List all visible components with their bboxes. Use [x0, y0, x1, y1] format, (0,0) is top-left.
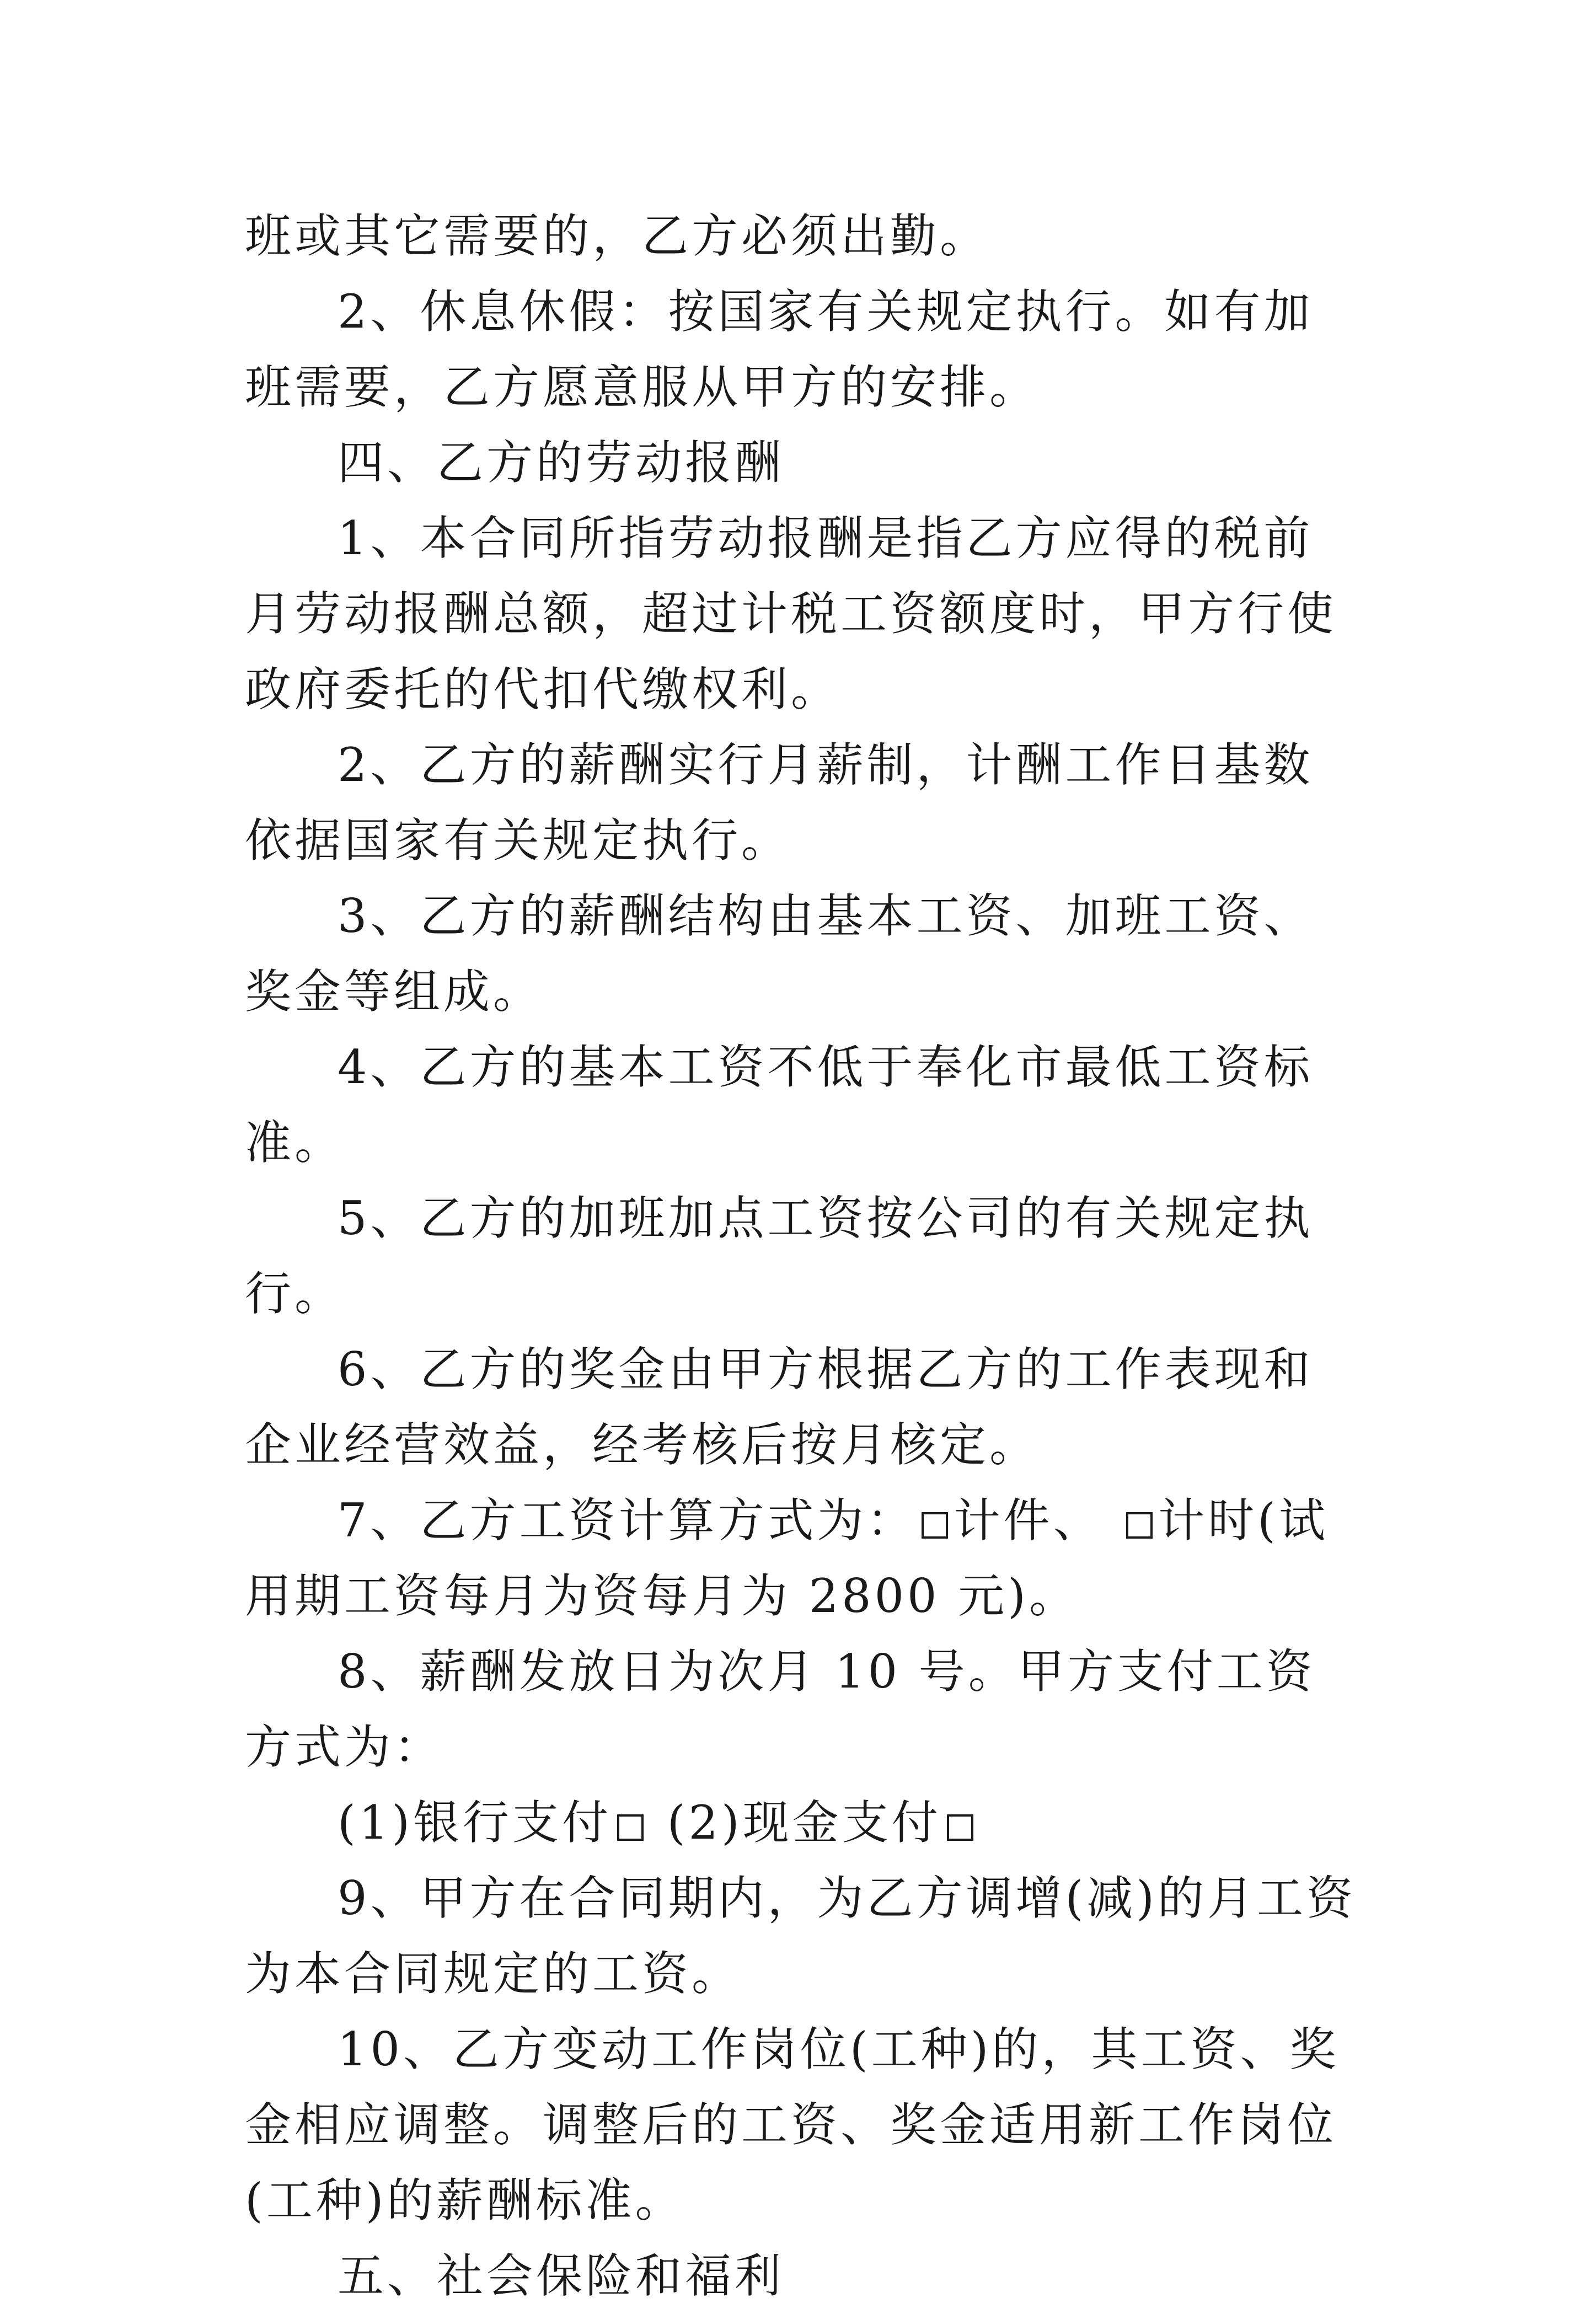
checkbox-bank-payment[interactable]: [617, 1814, 644, 1841]
paragraph-rest-leave: 2、休息休假：按国家有关规定执行。如有加班需要，乙方愿意服从甲方的安排。: [245, 285, 1314, 414]
paragraph-item-1: 1、本合同所指劳动报酬是指乙方应得的税前月劳动报酬总额，超过计税工资额度时，甲方行使政府委托的代扣代缴权利。: [245, 511, 1337, 716]
paragraph-item-3: 3、乙方的薪酬结构由基本工资、加班工资、奖金等组成。: [245, 889, 1314, 1019]
paragraph-item-6: 6、乙方的奖金由甲方根据乙方的工作表现和企业经营效益，经考核后按月核定。: [245, 1342, 1314, 1472]
paragraph-item-9: 9、甲方在合同期内，为乙方调增(减)的月工资为本合同规定的工资。: [245, 1871, 1356, 2001]
checkbox-piecework[interactable]: [922, 1512, 948, 1539]
section-heading-social-insurance: 五、社会保险和福利: [338, 2249, 785, 2303]
paragraph-item-2: 2、乙方的薪酬实行月薪制，计酬工作日基数依据国家有关规定执行。: [245, 738, 1314, 867]
paragraph-item-10: 10、乙方变动工作岗位(工种)的，其工资、奖金相应调整。调整后的工资、奖金适用新工作岗位(工种)的薪酬标准。: [245, 2022, 1340, 2227]
section-heading-remuneration: 四、乙方的劳动报酬: [338, 436, 785, 490]
item-7-option-1: 计件、: [954, 1493, 1103, 1547]
paragraph-item-4: 4、乙方的基本工资不低于奉化市最低工资标准。: [245, 1040, 1314, 1170]
item-7-prefix: 7、乙方工资计算方式为：: [338, 1493, 917, 1547]
payment-option-bank-label: (1)银行支付: [338, 1796, 612, 1850]
paragraph-item-8: 8、薪酬发放日为次月 10 号。甲方支付工资方式为：: [245, 1645, 1316, 1774]
document-body: [245, 199, 1359, 2314]
payment-option-cash-label: (2)现金支付: [667, 1796, 941, 1850]
paragraph-item-5: 5、乙方的加班加点工资按公司的有关规定执行。: [245, 1191, 1314, 1321]
paragraph-continuation: 班或其它需要的，乙方必须出勤。: [245, 209, 990, 263]
item-7-option-2: 计时(试用期工资每月为资每月为 2800 元)。: [245, 1493, 1329, 1623]
checkbox-hourly[interactable]: [1126, 1512, 1153, 1539]
checkbox-cash-payment[interactable]: [947, 1814, 973, 1841]
paragraph-item-7: [245, 1483, 1359, 1634]
payment-options-line: [245, 1785, 1359, 1861]
